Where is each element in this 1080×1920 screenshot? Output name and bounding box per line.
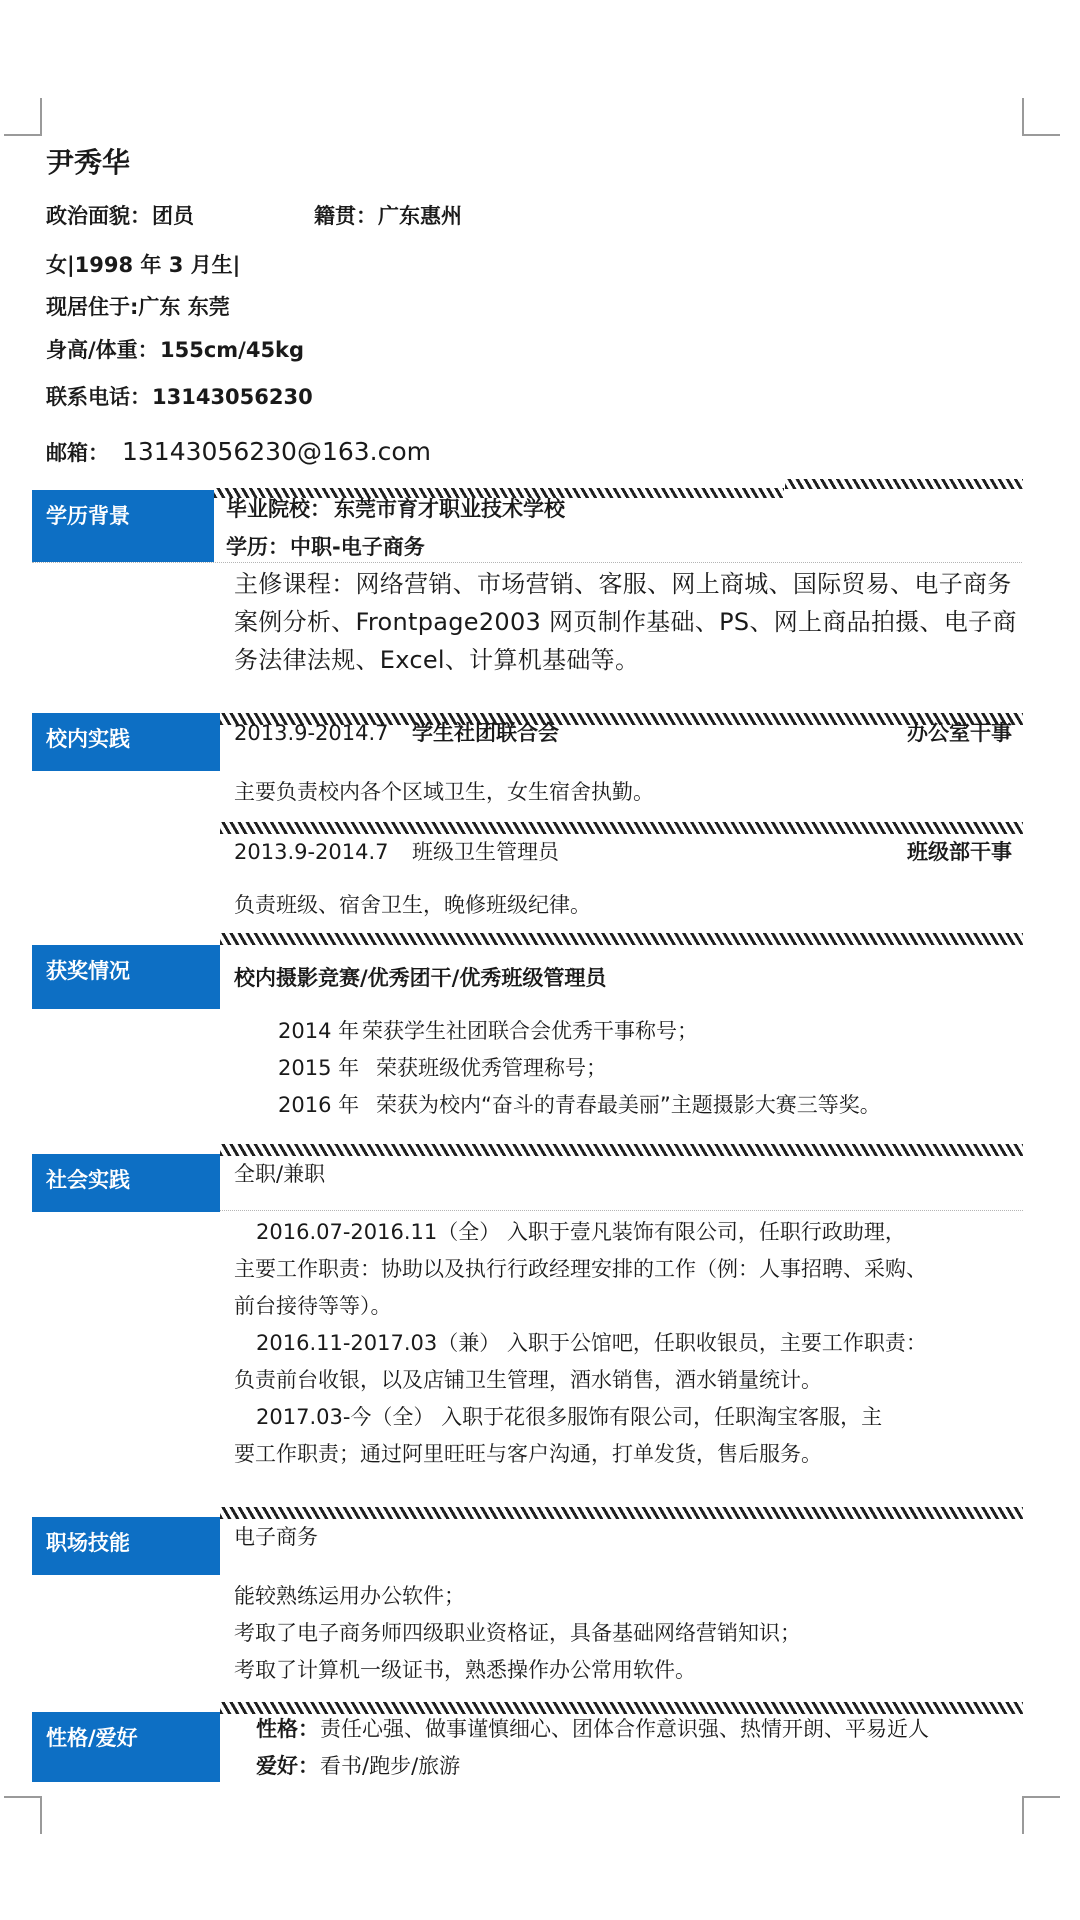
page-corner-mark (1022, 98, 1060, 136)
skills-subtitle: 电子商务 (234, 1525, 318, 1549)
section-tag-education: 学历背景 (32, 490, 214, 562)
gender-birth: 女|1998 年 3 月生| (46, 253, 241, 277)
social-line: 前台接待等等）。 (234, 1294, 392, 1318)
award-text: 荣获学生社团联合会优秀干事称号； (362, 1019, 698, 1043)
section-divider (220, 822, 1023, 834)
courses-text: 主修课程：网络营销、市场营销、客服、网上商城、国际贸易、电子商务案例分析、Frontpage2003 网页制作基础、PS、网上商品拍摄、电子商务法律法规、Excel、计算机基础等。 (234, 570, 1017, 674)
political-value: 团员 (152, 204, 194, 228)
campus-desc: 主要负责校内各个区域卫生，女生宿舍执勤。 (234, 780, 654, 804)
row-divider (32, 562, 1022, 563)
section-divider (785, 479, 1023, 489)
social-line: 负责前台收银，以及店铺卫生管理，酒水销售，酒水销量统计。 (234, 1368, 822, 1392)
social-line: 主要工作职责：协助以及执行行政经理安排的工作（例：人事招聘、采购、 (234, 1257, 927, 1281)
body-label: 身高/体重： (46, 338, 159, 362)
section-tag-personality: 性格/爱好 (32, 1712, 220, 1782)
row-divider (220, 1210, 1023, 1211)
award-year: 2014 年 (278, 1019, 360, 1043)
campus-period: 2013.9-2014.7 (234, 721, 389, 745)
skills-line: 考取了计算机一级证书，熟悉操作办公常用软件。 (234, 1658, 696, 1682)
section-divider (220, 1702, 1023, 1714)
section-tag-awards: 获奖情况 (32, 945, 220, 1009)
section-divider (220, 933, 1023, 945)
trait-value: 责任心强、做事谨慎细心、团体合作意识强、热情开朗、平易近人 (320, 1717, 929, 1741)
phone-label: 联系电话： (46, 385, 151, 409)
origin-value: 广东惠州 (378, 204, 462, 228)
campus-org: 班级卫生管理员 (412, 840, 559, 864)
social-line: 2016.07-2016.11（全） 入职于壹凡装饰有限公司，任职行政助理， (256, 1220, 906, 1244)
phone-value: 13143056230 (152, 385, 313, 409)
page-corner-mark (4, 1796, 42, 1834)
origin-label: 籍贯： (314, 204, 377, 228)
body-value: 155cm/45kg (160, 338, 305, 362)
email-value: 13143056230@163.com (122, 437, 432, 466)
campus-desc: 负责班级、宿舍卫生，晚修班级纪律。 (234, 893, 591, 917)
social-line: 2017.03-今（全） 入职于花很多服饰有限公司，任职淘宝客服，主 (256, 1405, 883, 1429)
award-year: 2015 年 (278, 1056, 360, 1080)
social-line: 2016.11-2017.03（兼） 入职于公馆吧，任职收银员，主要工作职责： (256, 1331, 927, 1355)
email-label: 邮箱： (46, 441, 109, 465)
awards-title: 校内摄影竞赛/优秀团干/优秀班级管理员 (234, 966, 607, 990)
campus-period: 2013.9-2014.7 (234, 840, 389, 864)
school-value: 东莞市育才职业技术学校 (334, 497, 565, 521)
campus-org: 学生社团联合会 (412, 721, 559, 745)
skills-line: 能较熟练运用办公软件； (234, 1584, 465, 1608)
degree-label: 学历： (226, 535, 289, 559)
social-subtitle: 全职/兼职 (234, 1162, 326, 1186)
hobby-value: 看书/跑步/旅游 (320, 1754, 461, 1778)
award-text: 荣获为校内“奋斗的青春最美丽”主题摄影大赛三等奖。 (376, 1093, 881, 1117)
skills-line: 考取了电子商务师四级职业资格证，具备基础网络营销知识； (234, 1621, 801, 1645)
school-label: 毕业院校： (226, 497, 331, 521)
degree-value: 中职-电子商务 (290, 535, 425, 559)
political-label: 政治面貌： (46, 204, 151, 228)
campus-role: 办公室干事 (907, 721, 1012, 745)
residence: 现居住于:广东 东莞 (46, 295, 230, 319)
page-corner-mark (4, 98, 42, 136)
page-corner-mark (1022, 1796, 1060, 1834)
section-tag-campus: 校内实践 (32, 713, 220, 771)
section-tag-social: 社会实践 (32, 1154, 220, 1212)
award-year: 2016 年 (278, 1093, 360, 1117)
campus-role: 班级部干事 (907, 840, 1012, 864)
section-tag-skills: 职场技能 (32, 1517, 220, 1575)
trait-label: 性格： (256, 1717, 319, 1741)
social-line: 要工作职责；通过阿里旺旺与客户沟通，打单发货，售后服务。 (234, 1442, 822, 1466)
award-text: 荣获班级优秀管理称号； (376, 1056, 607, 1080)
section-divider (220, 1507, 1023, 1519)
resume-name: 尹秀华 (46, 146, 131, 179)
section-divider (220, 1144, 1023, 1156)
hobby-label: 爱好： (256, 1754, 319, 1778)
